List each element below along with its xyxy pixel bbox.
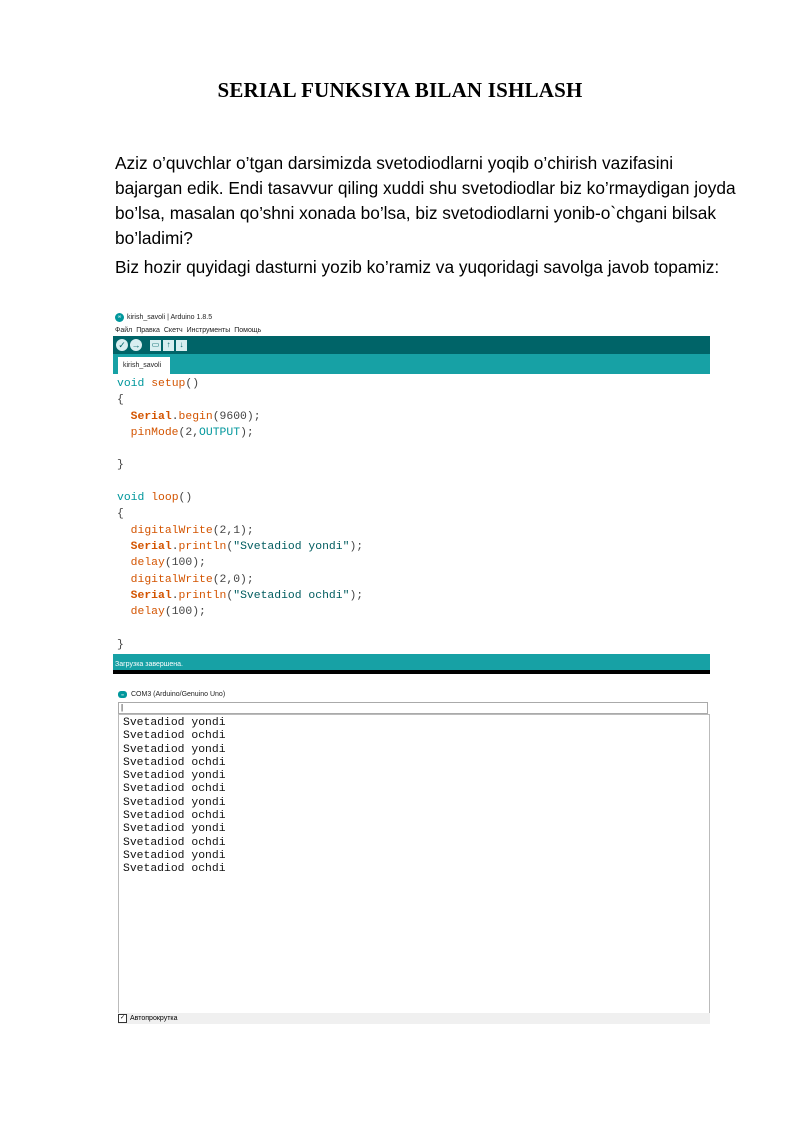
code-line: pinMode(2,OUTPUT);: [130, 426, 254, 439]
code-line: void loop(): [117, 492, 193, 505]
serial-output-line: Svetadiod yondi: [123, 717, 226, 729]
arduino-logo-icon: ∞: [115, 313, 124, 322]
autoscroll-checkbox[interactable]: ✓: [119, 1015, 126, 1021]
arduino-ide-screenshot: [113, 310, 710, 676]
serial-output-line: Svetadiod ochdi: [123, 756, 226, 769]
menu-edit[interactable]: Правка: [136, 326, 160, 334]
autoscroll-label: Автопрокрутка: [130, 1015, 178, 1022]
code-line: Serial.begin(9600);: [130, 410, 261, 423]
code-line: {: [117, 508, 124, 521]
menu-tools[interactable]: Инструменты: [186, 326, 231, 334]
monitor-window-title: COM3 (Arduino/Genuino Uno): [131, 690, 226, 698]
intro-paragraph: Aziz o’quvchlar o’tgan darsimizda svetodiodlarni yoqib o’chirish vazifasini bajargan edik. Endi tasavvur qiling xuddi shu svetodiodlar biz ko’rmaydigan joyda bo’lsa, masalan qo’shni xonada bo’lsa, biz svetodiodlarni yonib-o`chgani bilsak bo’ladimi?: [115, 153, 736, 248]
ide-window-title: kirish_savoli | Arduino 1.8.5: [127, 313, 213, 321]
ide-toolbar: [113, 336, 710, 354]
code-line: }: [117, 459, 124, 472]
serial-output: [118, 714, 710, 1014]
ide-tabbar: [113, 354, 710, 374]
code-line: digitalWrite(2,0);: [130, 573, 254, 586]
ide-menubar: [113, 324, 710, 336]
save-icon[interactable]: ↓: [176, 340, 187, 351]
code-line: [117, 620, 707, 636]
code-editor[interactable]: [117, 376, 707, 653]
task-paragraph: Biz hozir quyidagi dasturni yozib ko’ramiz va yuqoridagi savolga javob topamiz:: [115, 257, 720, 277]
serial-monitor-screenshot: [115, 688, 710, 1024]
code-line: {: [117, 394, 124, 407]
upload-icon[interactable]: →: [131, 339, 141, 350]
serial-output-line: Svetadiod ochdi: [123, 836, 226, 849]
open-icon[interactable]: ↑: [163, 340, 174, 351]
code-line: Serial.println("Svetadiod ochdi");: [130, 589, 364, 602]
serial-output-line: Svetadiod ochdi: [123, 810, 226, 823]
arduino-logo-icon: ∞: [118, 691, 127, 698]
code-line: delay(100);: [130, 557, 206, 570]
code-line: }: [117, 638, 124, 651]
monitor-titlebar: [115, 688, 710, 700]
code-line: Serial.println("Svetadiod yondi");: [130, 540, 364, 553]
serial-input[interactable]: |: [118, 702, 708, 714]
console-area: [113, 670, 710, 674]
serial-output-line: Svetadiod yondi: [123, 823, 226, 836]
menu-sketch[interactable]: Скетч: [163, 326, 183, 334]
menu-file[interactable]: Файл: [115, 326, 133, 334]
code-line: void setup(): [117, 378, 200, 390]
serial-output-line: Svetadiod ochdi: [123, 863, 226, 876]
code-line: [117, 441, 707, 457]
tab-kirish-savoli[interactable]: kirish_savoli: [118, 357, 170, 374]
page-title: SERIAL FUNKSIYA BILAN ISHLASH: [217, 78, 583, 102]
serial-output-line: Svetadiod yondi: [123, 743, 226, 756]
serial-output-line: Svetadiod yondi: [123, 796, 226, 809]
code-line: digitalWrite(2,1);: [130, 524, 254, 537]
code-line: delay(100);: [130, 606, 206, 619]
ide-titlebar: [113, 310, 710, 324]
serial-output-line: Svetadiod ochdi: [123, 730, 226, 743]
serial-output-line: Svetadiod ochdi: [123, 783, 226, 796]
new-file-icon[interactable]: ▭: [151, 340, 160, 349]
menu-help[interactable]: Помощь: [234, 326, 262, 334]
monitor-footer: [118, 1013, 710, 1024]
verify-icon[interactable]: ✓: [116, 339, 128, 351]
serial-output-line: Svetadiod yondi: [123, 849, 226, 862]
serial-output-line: Svetadiod yondi: [123, 770, 226, 783]
status-bar: Загрузка завершена.: [113, 654, 710, 670]
code-line: [117, 474, 707, 490]
